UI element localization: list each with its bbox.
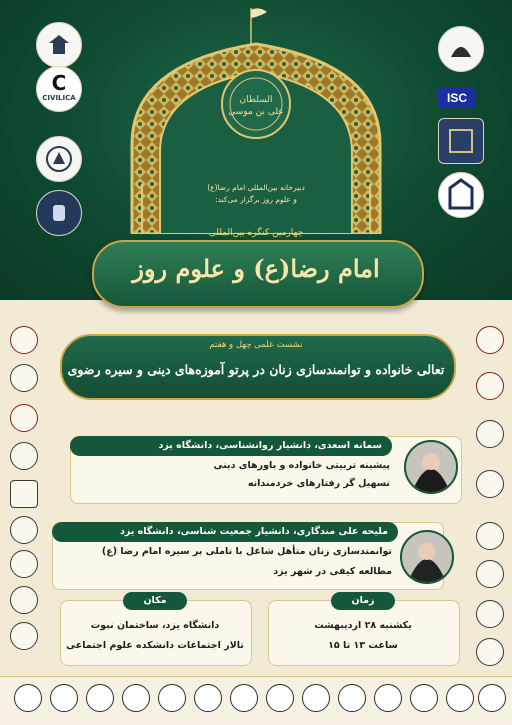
emblem-icon [476,638,504,666]
emblem-icon [476,420,504,448]
event-hours: ساعت ۱۳ تا ۱۵ [328,640,398,651]
session-topic: تعالی خانواده و توانمندسازی زنان در پرتو آموزه‌های دینی و سیره رضوی [67,362,445,377]
sponsor-logo-icon [338,684,366,712]
speaker-2-name: ملیحه علی مندگاری، دانشیار جمعیت شناسی، دانشگاه یزد [52,522,398,542]
sponsor-logo-icon [410,684,438,712]
speaker-2-talk-line-1: توانمندسازی زنان متأهل شاغل با تاملی بر سیره امام رضا (ع) [101,546,392,557]
emblem-icon [476,522,504,550]
organizer-line-2: و علوم روز برگزار می‌کند: [215,195,297,204]
institution-logo-4 [438,26,484,72]
sponsor-logo-icon [14,684,42,712]
organizer-text [150,182,362,206]
emblem-icon [10,326,38,354]
emblem-icon [10,364,38,392]
sponsor-logo-icon [374,684,402,712]
emblem-icon [10,516,38,544]
event-date: یکشنبه ۲۸ اردیبهشت [314,620,412,631]
emblem-icon [476,560,504,588]
svg-text:علی بن موسی: علی بن موسی [228,107,284,117]
speaker-2-avatar [400,530,454,584]
emblem-icon [10,442,38,470]
emblem-icon [10,586,38,614]
institution-logo-3 [36,190,82,236]
civilica-logo: CIVILICA C [36,66,82,112]
sponsor-logo-icon [302,684,330,712]
place-line-2: تالار اجتماعات دانشکده علوم اجتماعی [66,640,244,651]
time-label: زمان [331,592,395,610]
sponsor-logo-icon [266,684,294,712]
place-label: مکان [123,592,187,610]
speaker-1-name: سمانه اسعدی، دانشیار روانشناسی، دانشگاه یزد [70,436,392,456]
institution-logo-1 [36,22,82,68]
emblem-icon [476,470,504,498]
emblem-icon [476,326,504,354]
institution-logo-5 [438,118,484,164]
sponsor-logo-icon [50,684,78,712]
yazd-university-logo [438,172,484,218]
svg-text:السلطان: السلطان [239,95,273,105]
sponsor-logo-icon [446,684,474,712]
place-line-1: دانشگاه یزد، ساختمان نبوت [90,620,220,631]
sponsor-logo-icon [158,684,186,712]
event-title: امام رضا(ع) و علوم روز [132,254,380,283]
speaker-2-talk-line-2: مطالعه کیفی در شهر یزد [273,566,392,577]
sponsor-logo-icon [194,684,222,712]
emblem-icon [10,480,38,508]
sponsor-logo-icon [122,684,150,712]
congress-series-label: چهارمین کنگره بین‌المللی [208,228,304,238]
speaker-1-talk-line-2: تسهیل گر رفتارهای خردمندانه [247,478,390,489]
civilica-label: CIVILICA [42,94,76,102]
sponsor-logo-icon [230,684,258,712]
emblem-icon [476,372,504,400]
organizer-line-1: دبیرخانه بین‌المللی امام رضا(ع) [207,183,305,192]
sponsor-logo-icon [86,684,114,712]
emblem-icon [10,622,38,650]
emblem-icon [10,550,38,578]
sponsor-logo-icon [478,684,506,712]
isc-logo: ISC [438,88,476,108]
emblem-icon [476,600,504,628]
institution-logo-2 [36,136,82,182]
emblem-icon [10,404,38,432]
speaker-1-avatar [404,440,458,494]
speaker-1-talk-line-1: پیشینه تربیتی خانواده و باورهای دینی [213,460,390,471]
session-label: نشست علمی چهل و هفتم [209,340,303,350]
